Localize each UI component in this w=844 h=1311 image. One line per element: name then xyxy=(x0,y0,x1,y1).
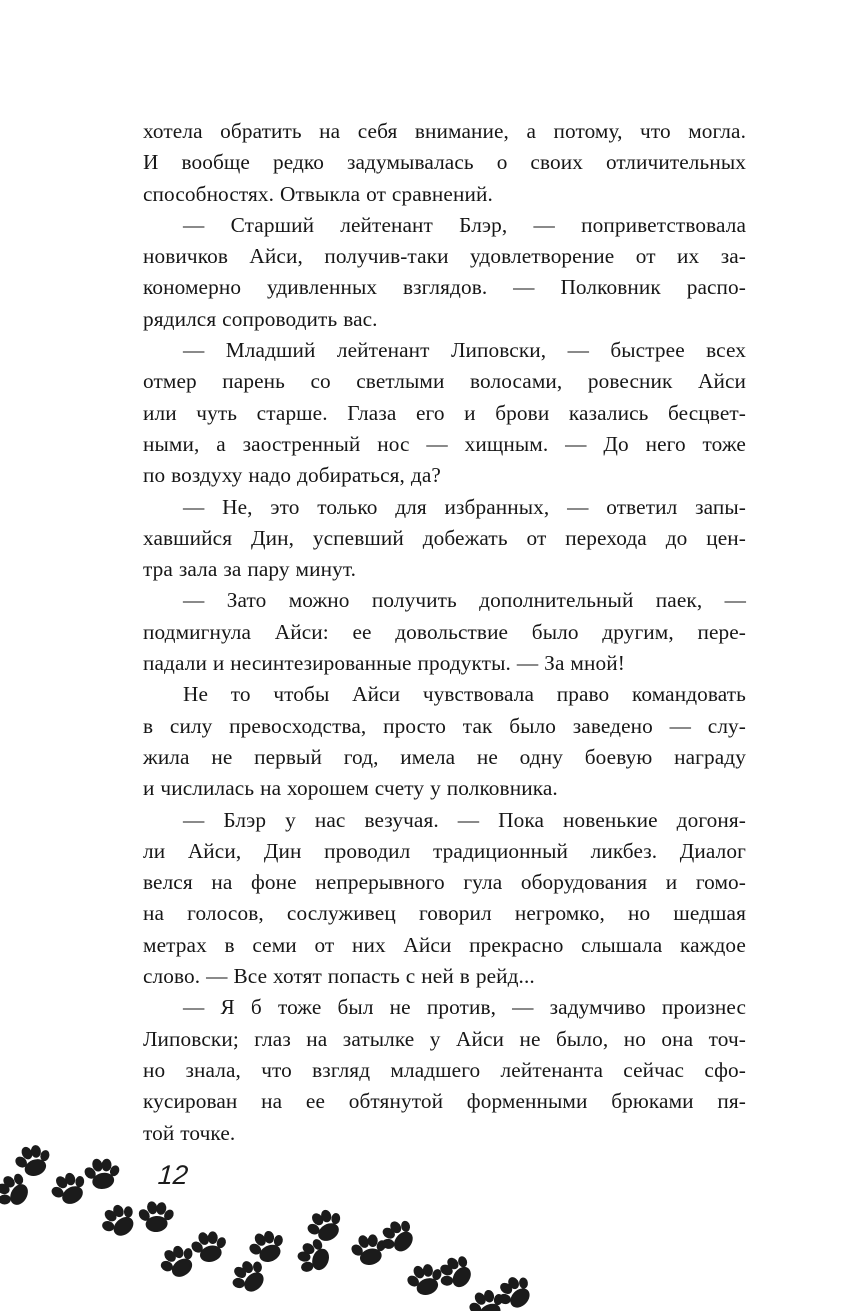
text-line: подмигнула Айси: ее довольствие было другим, пере- xyxy=(143,619,746,644)
text-line: и числилась на хорошем счету у полковника. xyxy=(143,776,558,801)
text-line: жила не первый год, имела не одну боевую награду xyxy=(143,744,746,769)
text-line: новичков Айси, получив-таки удовлетворение от их за- xyxy=(143,244,746,269)
text-line: — Я б тоже был не против, — задумчиво произнес xyxy=(183,995,746,1020)
text-line: но знала, что взгляд младшего лейтенанта сейчас сфо- xyxy=(143,1057,746,1082)
paw-print-icon xyxy=(44,1165,94,1212)
text-line: хавшийся Дин, успевший добежать от перехода до цен- xyxy=(143,525,746,550)
text-line: Не то чтобы Айси чувствовала право командовать xyxy=(183,682,746,707)
text-line: — Младший лейтенант Липовски, — быстрее всех xyxy=(183,338,746,363)
text-line: велся на фоне непрерывного гула оборудования и гомо- xyxy=(143,870,746,895)
paw-print-icon xyxy=(346,1229,392,1270)
paw-print-icon xyxy=(490,1267,540,1311)
page-text xyxy=(143,116,746,1149)
text-line: тра зала за пару минут. xyxy=(143,557,357,582)
text-line: падали и несинтезированные продукты. — За мной! xyxy=(143,651,625,676)
text-line: ли Айси, Дин проводил традиционный ликбез. Диалог xyxy=(143,838,746,863)
page-number: 12 xyxy=(156,1160,190,1190)
text-line: способностях. Отвыкла от сравнений. xyxy=(143,181,493,206)
paw-print-icon xyxy=(292,1233,335,1280)
text-line: той точке. xyxy=(143,1120,236,1145)
paw-print-icon xyxy=(94,1195,144,1244)
text-line: — Не, это только для избранных, — ответил запы- xyxy=(183,494,746,519)
text-line: рядился сопроводить вас. xyxy=(143,306,378,331)
paw-print-icon xyxy=(243,1224,292,1269)
text-line: в силу превосходства, просто так было заведено — слу- xyxy=(143,713,746,738)
text-line: кономерно удивленных взглядов. — Полковник распо- xyxy=(143,275,746,300)
text-line: отмер парень со светлыми волосами, ровесник Айси xyxy=(143,369,746,394)
text-line: — Зато можно получить дополнительный паек, — xyxy=(183,588,746,613)
paw-print-icon xyxy=(153,1237,203,1285)
paw-print-icon xyxy=(9,1139,56,1182)
text-line: Липовски; глаз на затылке у Айси не было, но она точ- xyxy=(143,1026,746,1051)
text-line: метрах в семи от них Айси прекрасно слышала каждое xyxy=(143,932,746,957)
paw-print-icon xyxy=(300,1202,350,1249)
text-line: кусирован на ее обтянутой форменными брюками пя- xyxy=(143,1089,746,1114)
paw-print-icon xyxy=(80,1154,124,1192)
text-line: на голосов, сослуживец говорил негромко, но шедшая xyxy=(143,901,746,926)
paw-print-icon xyxy=(186,1226,232,1267)
paw-print-icon xyxy=(136,1199,178,1234)
paw-print-icon xyxy=(431,1247,479,1297)
text-line: или чуть старше. Глаза его и брови казались бесцвет- xyxy=(143,400,746,425)
text-line: по воздуху надо добираться, да? xyxy=(143,463,441,488)
text-line: слово. — Все хотят попасть с ней в рейд... xyxy=(143,964,535,989)
text-line: — Блэр у нас везучая. — Пока новенькие догоня- xyxy=(183,807,746,832)
text-line: — Старший лейтенант Блэр, — поприветствовала xyxy=(183,212,746,237)
text-line: И вообще редко задумывалась о своих отличительных xyxy=(143,150,746,175)
text-line: ными, а заостренный нос — хищным. — До него тоже xyxy=(143,431,746,456)
text-line: хотела обратить на себя внимание, а потому, что могла. xyxy=(143,119,746,143)
paw-print-icon xyxy=(224,1251,274,1301)
paw-print-icon xyxy=(373,1211,422,1261)
paw-print-icon xyxy=(401,1258,448,1301)
paw-print-icon xyxy=(0,1165,36,1215)
paw-print-icon xyxy=(463,1283,512,1311)
